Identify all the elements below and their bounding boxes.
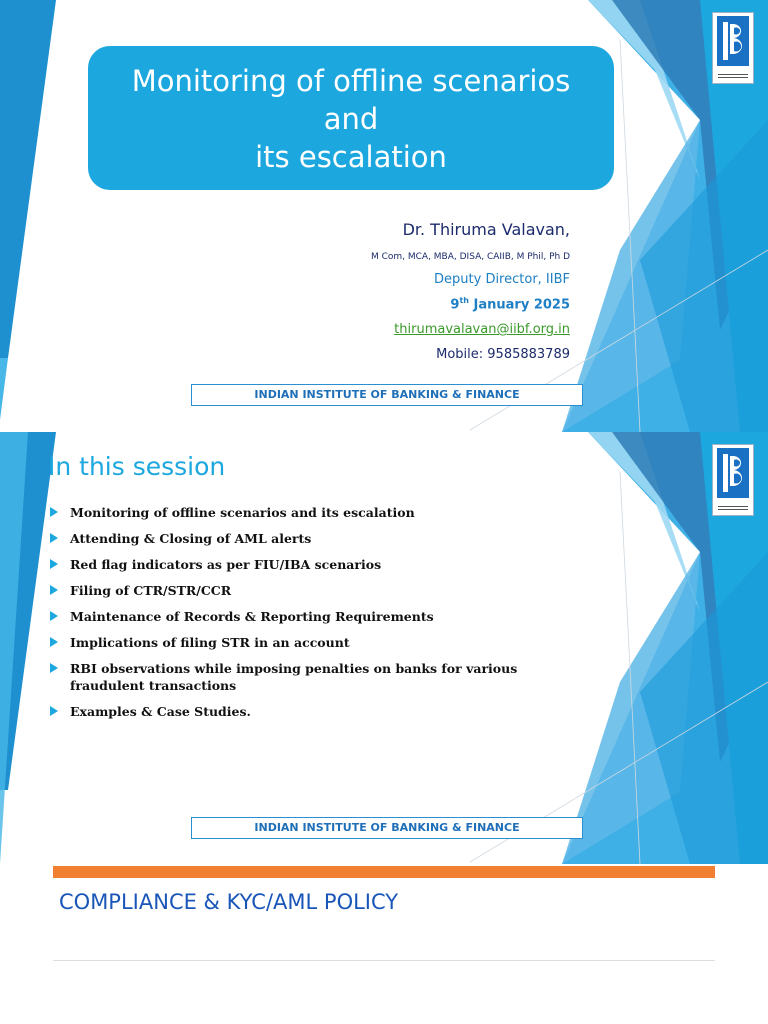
agenda-item-text: RBI observations while imposing penalties on banks for various fraudulent transactions xyxy=(70,661,518,693)
agenda-item-text: Maintenance of Records & Reporting Requirements xyxy=(70,609,434,624)
triangle-bullet-icon xyxy=(50,585,58,595)
date-suffix: th xyxy=(459,296,469,305)
agenda-item-text: Monitoring of offline scenarios and its escalation xyxy=(70,505,415,520)
triangle-bullet-icon xyxy=(50,559,58,569)
triangle-bullet-icon xyxy=(50,663,58,673)
agenda-item xyxy=(50,703,590,720)
agenda-item xyxy=(50,608,590,625)
author-mobile: Mobile: 9585883789 xyxy=(436,347,570,362)
presentation-date xyxy=(450,296,570,312)
iibf-logo-icon xyxy=(712,12,754,84)
institute-footer: INDIAN INSTITUTE OF BANKING & FINANCE xyxy=(191,817,583,839)
title-line: Monitoring of offline scenarios xyxy=(131,64,571,98)
author-qualifications: M Com, MCA, MBA, DISA, CAIIB, M Phil, Ph D xyxy=(370,252,570,262)
agenda-item xyxy=(50,530,590,547)
session-heading: In this session xyxy=(48,452,226,481)
agenda-item xyxy=(50,634,590,651)
agenda-item xyxy=(50,556,590,573)
triangle-bullet-icon xyxy=(50,533,58,543)
agenda-item xyxy=(50,660,590,694)
agenda-item-text: Attending & Closing of AML alerts xyxy=(70,531,312,546)
triangle-bullet-icon xyxy=(50,611,58,621)
agenda-item-text: Examples & Case Studies. xyxy=(70,704,251,719)
divider xyxy=(53,960,715,961)
title-line: its escalation xyxy=(255,140,447,174)
slide-agenda xyxy=(0,432,768,864)
author-role: Deputy Director, IIBF xyxy=(434,272,570,287)
iibf-logo-icon xyxy=(712,444,754,516)
author-name: Dr. Thiruma Valavan, xyxy=(402,220,570,239)
agenda-list xyxy=(50,504,590,729)
triangle-bullet-icon xyxy=(50,507,58,517)
agenda-item xyxy=(50,504,590,521)
triangle-bullet-icon xyxy=(50,706,58,716)
agenda-item-text: Implications of filing STR in an account xyxy=(70,635,350,650)
agenda-item-text: Filing of CTR/STR/CCR xyxy=(70,583,232,598)
author-email-link[interactable]: thirumavalavan@iibf.org.in xyxy=(394,322,570,337)
slide-title xyxy=(0,0,768,432)
agenda-item xyxy=(50,582,590,599)
policy-title: COMPLIANCE & KYC/AML POLICY xyxy=(59,890,399,914)
slide-policy xyxy=(0,864,768,1024)
agenda-item-text: Red flag indicators as per FIU/IBA scenarios xyxy=(70,557,382,572)
date-rest: January 2025 xyxy=(468,297,570,313)
triangle-bullet-icon xyxy=(50,637,58,647)
institute-footer: INDIAN INSTITUTE OF BANKING & FINANCE xyxy=(191,384,583,406)
presentation-title-box xyxy=(88,46,614,190)
title-line: and xyxy=(323,102,379,136)
orange-header-bar xyxy=(53,866,715,878)
date-day: 9 xyxy=(450,297,460,313)
